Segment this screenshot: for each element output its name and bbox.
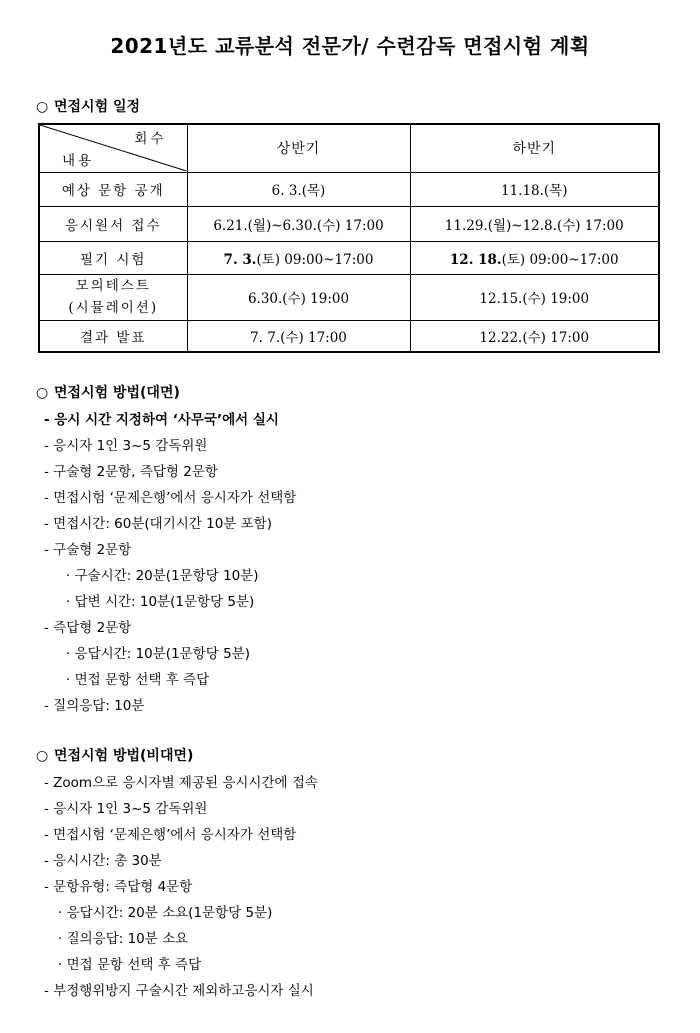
- list-item: - 면접시험 ‘문제은행’에서 응시자가 선택함: [44, 827, 297, 843]
- col-second-half: 하반기: [410, 124, 659, 172]
- list-subitem: · 답변 시간: 10분(1문항당 5분): [66, 594, 255, 610]
- first-half-cell: 6. 3.(목): [187, 172, 410, 206]
- list-subitem: · 질의응답: 10분 소요: [58, 931, 189, 947]
- list-item: - 면접시간: 60분(대기시간 10분 포함): [44, 516, 272, 532]
- list-item: - 즉답형 2문항: [44, 620, 132, 636]
- table-header-row: [39, 124, 659, 172]
- document-title: 2021년도 교류분석 전문가/ 수련감독 면접시험 계획: [110, 34, 590, 58]
- second-half-cell: 12. 18.(토) 09:00~17:00: [410, 241, 659, 274]
- section-heading-text: 면접시험 일정: [54, 99, 141, 115]
- circle-bullet-icon: ○: [36, 385, 49, 401]
- first-half-cell: 6.21.(월)~6.30.(수) 17:00: [187, 206, 410, 241]
- first-half-cell: 6.30.(수) 19:00: [187, 274, 410, 320]
- list-item: - 질의응답: 10분: [44, 698, 145, 714]
- list-item: - 응시자 1인 3~5 감독위원: [44, 801, 208, 817]
- list-subitem: · 응답시간: 20분 소요(1문항당 5분): [58, 905, 273, 921]
- schedule-table: [38, 123, 660, 353]
- circle-bullet-icon: ○: [36, 748, 49, 764]
- section-heading-text: 면접시험 방법(비대면): [54, 748, 194, 764]
- header-content-label: 내용: [62, 153, 95, 170]
- row-item: 필기 시험: [39, 241, 187, 274]
- row-item: 응시원서 접수: [39, 206, 187, 241]
- row-item: 예상 문항 공개: [39, 172, 187, 206]
- section-inperson-heading: [36, 382, 180, 402]
- list-item: - 응시 시간 지정하여 ‘사무국’에서 실시: [44, 412, 279, 428]
- list-item: - 응시자 1인 3~5 감독위원: [44, 438, 208, 454]
- header-round-label: 회수: [134, 131, 167, 148]
- table-row: [39, 274, 659, 320]
- list-item: - 응시시간: 총 30분: [44, 853, 162, 869]
- list-item: - 면접시험 ‘문제은행’에서 응시자가 선택함: [44, 490, 297, 506]
- table-row: [39, 172, 659, 206]
- list-subitem: · 응답시간: 10분(1문항당 5분): [66, 646, 250, 662]
- section-remote-heading: [36, 745, 193, 765]
- table-row: [39, 241, 659, 274]
- list-item: - 문항유형: 즉답형 4문항: [44, 879, 193, 895]
- list-item: - 부정행위방지 구술시간 제외하고응시자 실시: [44, 983, 314, 999]
- row-item: 모의테스트 (시뮬레이션): [39, 274, 187, 320]
- first-half-cell: 7. 7.(수) 17:00: [187, 320, 410, 352]
- second-half-cell: 11.29.(월)~12.8.(수) 17:00: [410, 206, 659, 241]
- table-row: [39, 320, 659, 352]
- circle-bullet-icon: ○: [36, 99, 49, 115]
- section-heading-text: 면접시험 방법(대면): [54, 385, 180, 401]
- list-item: - 구술형 2문항: [44, 542, 132, 558]
- row-item: 결과 발표: [39, 320, 187, 352]
- section-schedule-heading: [36, 96, 140, 116]
- second-half-cell: 12.15.(수) 19:00: [410, 274, 659, 320]
- list-subitem: · 면접 문항 선택 후 즉답: [66, 672, 210, 688]
- first-half-cell: 7. 3.(토) 09:00~17:00: [187, 241, 410, 274]
- list-subitem: · 면접 문항 선택 후 즉답: [58, 957, 202, 973]
- second-half-cell: 11.18.(목): [410, 172, 659, 206]
- diagonal-header-cell: [39, 124, 187, 172]
- col-first-half: 상반기: [187, 124, 410, 172]
- table-row: [39, 206, 659, 241]
- list-item: - 구술형 2문항, 즉답형 2문항: [44, 464, 218, 480]
- second-half-cell: 12.22.(수) 17:00: [410, 320, 659, 352]
- list-subitem: · 구술시간: 20분(1문항당 10분): [66, 568, 259, 584]
- list-item: - Zoom으로 응시자별 제공된 응시시간에 접속: [44, 775, 318, 791]
